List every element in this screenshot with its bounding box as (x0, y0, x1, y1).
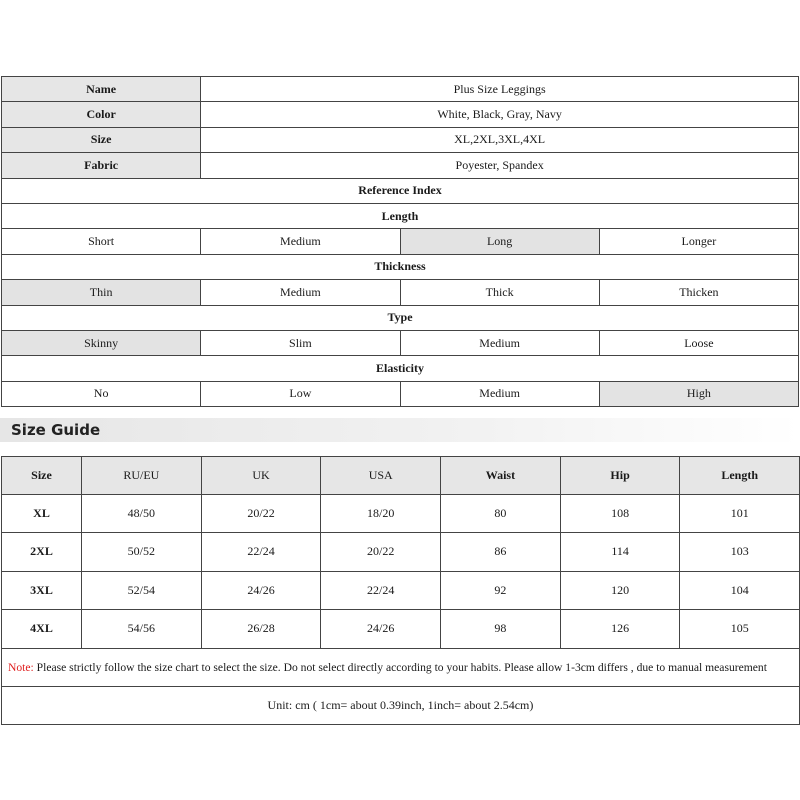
type-option-selected: Skinny (2, 330, 201, 355)
table-cell: 50/52 (82, 533, 202, 572)
thickness-title-row (2, 254, 799, 279)
spec-value: Plus Size Leggings (201, 77, 799, 102)
type-title-row (2, 305, 799, 330)
table-cell: 104 (680, 571, 800, 610)
size-cell: 4XL (2, 610, 82, 649)
note-row (2, 648, 800, 686)
size-cell: XL (2, 494, 82, 533)
thickness-option-selected: Thin (2, 280, 201, 305)
table-cell: 120 (560, 571, 680, 610)
size-guide-header-row (2, 457, 800, 495)
length-option-selected: Long (400, 229, 599, 254)
unit-note: Unit: cm ( 1cm= about 0.39inch, 1inch= about 2.54cm) (2, 686, 800, 724)
table-cell: 26/28 (201, 610, 321, 649)
spec-label: Fabric (2, 153, 201, 178)
table-cell: 101 (680, 494, 800, 533)
elasticity-option: Medium (400, 381, 599, 406)
length-option: Longer (599, 229, 798, 254)
thickness-option: Medium (201, 280, 400, 305)
table-cell: 24/26 (321, 610, 441, 649)
length-options-row (2, 229, 799, 254)
size-guide-table (1, 456, 800, 725)
spec-label: Color (2, 102, 201, 127)
thickness-option: Thick (400, 280, 599, 305)
size-guide-banner (0, 418, 800, 442)
type-options-row (2, 330, 799, 355)
table-cell: 126 (560, 610, 680, 649)
note-text: Please strictly follow the size chart to select the size. Do not select directly according to your habits. Please allow 1-3cm differs , due to manual measurement (33, 660, 767, 674)
column-header: Length (680, 457, 800, 495)
table-cell: 80 (441, 494, 561, 533)
spec-label: Name (2, 77, 201, 102)
product-spec-table (1, 76, 799, 407)
type-option: Medium (400, 330, 599, 355)
elasticity-heading: Elasticity (2, 356, 799, 381)
thickness-options-row (2, 280, 799, 305)
length-option: Medium (201, 229, 400, 254)
table-cell: 86 (441, 533, 561, 572)
table-cell: 52/54 (82, 571, 202, 610)
table-cell: 92 (441, 571, 561, 610)
table-cell: 22/24 (201, 533, 321, 572)
table-cell: 103 (680, 533, 800, 572)
unit-row (2, 686, 800, 724)
type-heading: Type (2, 305, 799, 330)
table-cell: 48/50 (82, 494, 202, 533)
column-header: RU/EU (82, 457, 202, 495)
spec-value: White, Black, Gray, Navy (201, 102, 799, 127)
column-header: Hip (560, 457, 680, 495)
thickness-heading: Thickness (2, 254, 799, 279)
spec-label: Size (2, 127, 201, 152)
size-cell: 2XL (2, 533, 82, 572)
column-header: Size (2, 457, 82, 495)
size-note (2, 648, 800, 686)
table-cell: 114 (560, 533, 680, 572)
table-cell: 54/56 (82, 610, 202, 649)
note-prefix: Note: (8, 660, 34, 674)
table-row (2, 533, 800, 572)
elasticity-option: No (2, 381, 201, 406)
elasticity-option: Low (201, 381, 400, 406)
type-option: Slim (201, 330, 400, 355)
table-cell: 20/22 (321, 533, 441, 572)
reference-index-heading: Reference Index (2, 178, 799, 203)
elasticity-option-selected: High (599, 381, 798, 406)
column-header: UK (201, 457, 321, 495)
length-title-row (2, 203, 799, 228)
table-row (2, 610, 800, 649)
table-cell: 22/24 (321, 571, 441, 610)
spec-value: XL,2XL,3XL,4XL (201, 127, 799, 152)
table-row (2, 494, 800, 533)
size-cell: 3XL (2, 571, 82, 610)
column-header: USA (321, 457, 441, 495)
size-guide-title: Size Guide (11, 421, 101, 439)
spec-row-color (2, 102, 799, 127)
elasticity-options-row (2, 381, 799, 406)
spec-row-fabric (2, 153, 799, 178)
spec-row-size (2, 127, 799, 152)
table-cell: 24/26 (201, 571, 321, 610)
type-option: Loose (599, 330, 798, 355)
length-option: Short (2, 229, 201, 254)
table-row (2, 571, 800, 610)
spec-row-name (2, 77, 799, 102)
spec-value: Poyester, Spandex (201, 153, 799, 178)
table-cell: 105 (680, 610, 800, 649)
table-cell: 20/22 (201, 494, 321, 533)
table-cell: 18/20 (321, 494, 441, 533)
length-heading: Length (2, 203, 799, 228)
elasticity-title-row (2, 356, 799, 381)
column-header: Waist (441, 457, 561, 495)
table-cell: 98 (441, 610, 561, 649)
table-cell: 108 (560, 494, 680, 533)
thickness-option: Thicken (599, 280, 798, 305)
reference-index-row (2, 178, 799, 203)
